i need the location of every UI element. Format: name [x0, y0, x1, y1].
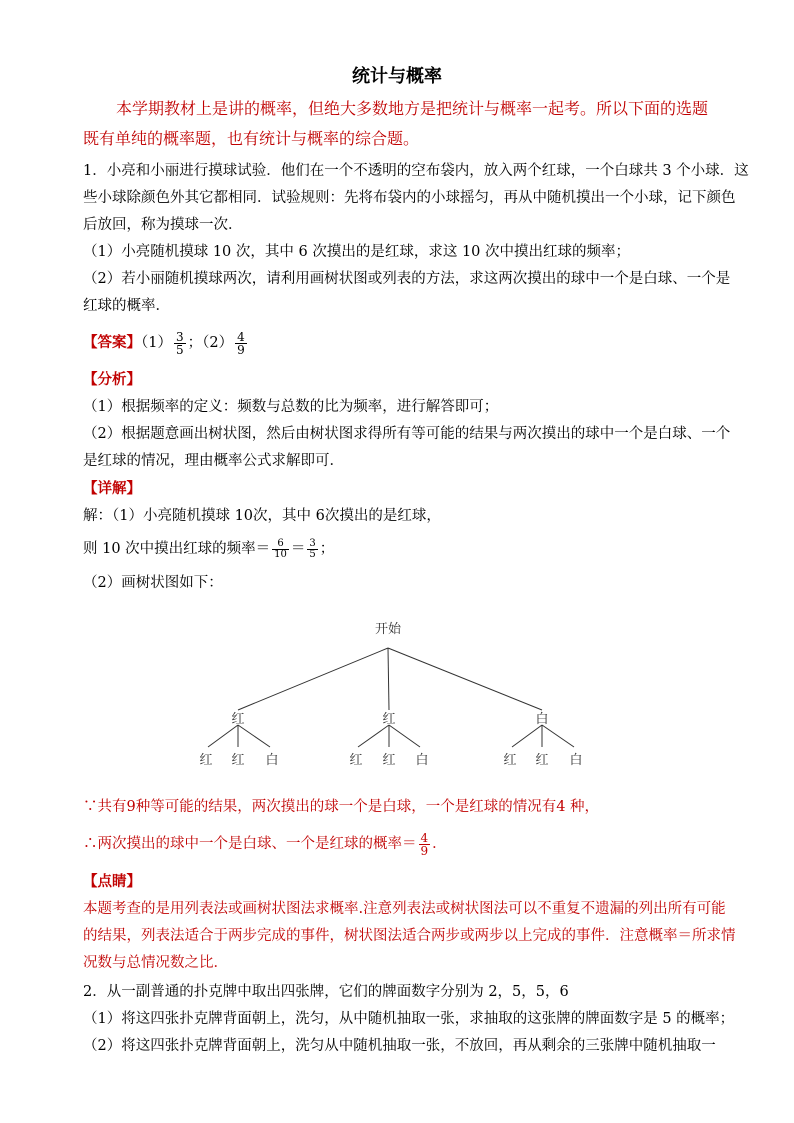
- question-1-line-2: 些小球除颜色外其它都相同．试验规则：先将布袋内的小球摇匀，再从中随机摸出一个小球，记下颜色: [83, 190, 736, 206]
- detail-f2-denominator: 5: [309, 548, 316, 560]
- answer-line: [83, 326, 249, 360]
- question-1-line-1: 1．小亮和小丽进行摸球试验．他们在一个不透明的空布袋内，放入两个红球，一个白球共 3 个小球．这: [83, 163, 749, 179]
- tree-branches: [208, 648, 574, 747]
- tree-l2-node-3-2: 红: [535, 753, 549, 768]
- tree-l2-node-1-3: 白: [265, 753, 279, 768]
- page-title: 统计与概率: [352, 66, 442, 87]
- tree-l2-node-2-1: 红: [349, 753, 363, 768]
- detail-line-3: （2）画树状图如下：: [83, 575, 223, 591]
- conclusion-fraction: [419, 832, 431, 857]
- branch-2-3: [389, 725, 420, 747]
- detail-f1-denominator: 10: [274, 548, 287, 560]
- answer-f2-denominator: 9: [237, 342, 245, 357]
- conclusion-numerator: 4: [420, 830, 429, 845]
- tree-l2-node-3-1: 红: [503, 753, 517, 768]
- detail-fraction-2: [307, 539, 317, 560]
- question-1-part-2a: （2）若小丽随机摸球两次，请利用画树状图或列表的方法，求这两次摸出的球中一个是白球、一个是: [83, 271, 731, 287]
- answer-fraction-2: [235, 331, 247, 356]
- answer-f1-denominator: 5: [175, 342, 184, 357]
- answer-part-1-prefix: （1）: [141, 335, 172, 351]
- analysis-line-3: 是红球的情况，理由概率公式求解即可．: [83, 453, 344, 469]
- conclusion-denominator: 9: [420, 843, 429, 858]
- tree-diagram: [190, 615, 590, 775]
- analysis-label: 【分析】: [83, 371, 141, 388]
- branch-3-1: [512, 725, 542, 747]
- detail-line-2: [83, 534, 334, 564]
- comment-label: 【点睛】: [83, 873, 141, 890]
- comment-line-3: 况数与总情况数之比．: [83, 955, 228, 971]
- branch-2-1: [358, 725, 389, 747]
- tree-l2-node-1-1: 红: [199, 753, 213, 768]
- detail-end-punct: ；: [319, 541, 335, 557]
- detail-line-1: 解：（1）小亮随机摸球 10次，其中 6次摸出的是红球，: [83, 508, 441, 524]
- detail-f1-numerator: 6: [277, 537, 284, 549]
- question-2-part-1: （1）将这四张扑克牌背面朝上，洗匀，从中随机抽取一张，求抽取的这张牌的牌面数字是 5 的概率；: [83, 1011, 735, 1027]
- conclusion-line-1: ∵共有9种等可能的结果，两次摸出的球一个是白球，一个是红球的情况有4 种，: [83, 799, 600, 815]
- question-2-part-2: （2）将这四张扑克牌背面朝上，洗匀从中随机抽取一张，不放回，再从剩余的三张牌中随机抽取一: [83, 1038, 716, 1054]
- conclusion-probability-text: ∴两次摸出的球中一个是白球、一个是红球的概率＝: [83, 836, 417, 852]
- detail-frequency-text: 则 10 次中摸出红球的频率＝: [83, 541, 271, 557]
- question-2-line-1: 2．从一副普通的扑克牌中取出四张牌，它们的牌面数字分别为 2，5，5，6: [83, 984, 569, 1000]
- tree-l1-node-3: 白: [535, 712, 549, 727]
- tree-l2-node-1-2: 红: [231, 753, 245, 768]
- branch-3-3: [542, 725, 574, 747]
- question-1-part-2b: 红球的概率．: [83, 298, 170, 314]
- answer-f1-numerator: 3: [175, 329, 184, 344]
- comment-line-1: 本题考查的是用列表法或画树状图法求概率.注意列表法或树状图法可以不重复不遗漏的列出所有可能: [83, 901, 726, 917]
- answer-separator: ；（2）: [187, 335, 234, 351]
- tree-l2-node-2-3: 白: [415, 753, 429, 768]
- intro-line-2: 既有单纯的概率题，也有统计与概率的综合题。: [83, 129, 420, 148]
- detail-label: 【详解】: [83, 480, 141, 497]
- question-1-part-1: （1）小亮随机摸球 10 次，其中 6 次摸出的是红球，求这 10 次中摸出红球的频率；: [83, 244, 631, 260]
- analysis-line-2: （2）根据题意画出树状图，然后由树状图求得所有等可能的结果与两次摸出的球中一个是白球、一个: [83, 426, 731, 442]
- answer-label: 【答案】: [83, 334, 141, 351]
- tree-root-label: 开始: [374, 622, 402, 637]
- tree-l2-node-2-2: 红: [382, 753, 396, 768]
- conclusion-line-2: [83, 826, 447, 862]
- branch-1-3: [238, 725, 270, 747]
- intro-line-1: 本学期教材上是讲的概率，但绝大多数地方是把统计与概率一起考。所以下面的选题: [116, 99, 709, 118]
- comment-line-2: 的结果，列表法适合于两步完成的事件，树状图法适合两步或两步以上完成的事件．注意概率＝所求情: [83, 928, 736, 944]
- answer-fraction-1: [174, 331, 186, 356]
- tree-l2-node-3-3: 白: [569, 753, 583, 768]
- conclusion-end-punct: ．: [432, 836, 447, 852]
- branch-root-1: [238, 648, 388, 710]
- analysis-line-1: （1）根据频率的定义：频数与总数的比为频率，进行解答即可；: [83, 399, 499, 415]
- detail-equals: ＝: [290, 541, 306, 557]
- branch-root-3: [388, 648, 542, 710]
- answer-f2-numerator: 4: [237, 329, 245, 344]
- detail-fraction-1: [272, 539, 289, 560]
- branch-1-1: [208, 725, 238, 747]
- branch-root-2: [388, 648, 389, 710]
- question-1-line-3: 后放回，称为摸球一次．: [83, 217, 243, 233]
- detail-f2-numerator: 3: [309, 537, 316, 549]
- tree-l1-node-1: 红: [231, 712, 245, 727]
- tree-l1-node-2: 红: [382, 712, 396, 727]
